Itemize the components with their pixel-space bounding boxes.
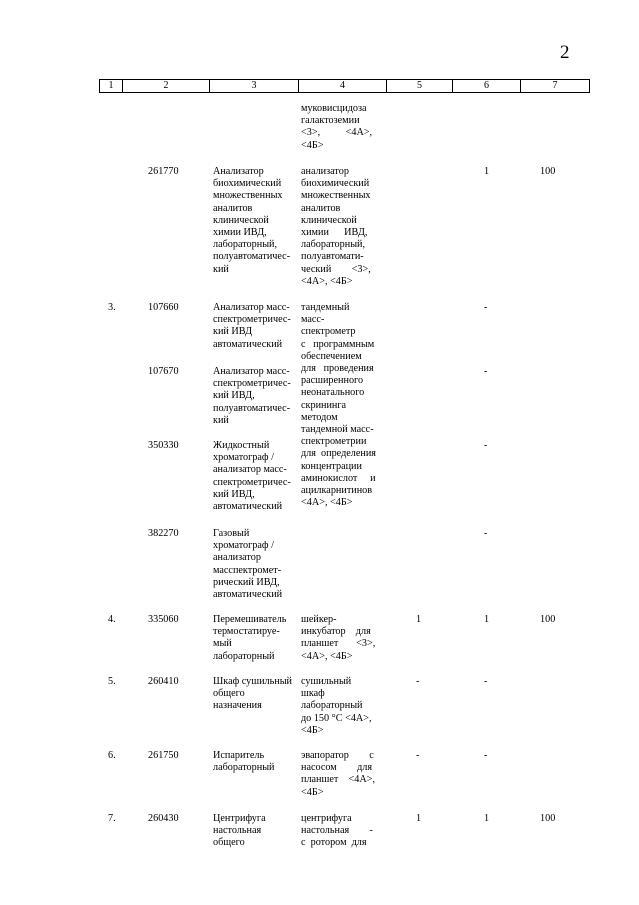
item-name-line: лабораторный (213, 762, 275, 774)
item-equivalent-line: методом (301, 411, 338, 423)
item-equivalent-line: <4Б> (301, 724, 324, 736)
item-name-line: Анализатор масс- (213, 366, 290, 377)
item-name-line: автоматический (213, 501, 283, 513)
item-name-line: хроматограф / (213, 452, 274, 464)
item-code: 335060 (148, 614, 179, 625)
item-equivalent-line: аналитов (301, 202, 341, 214)
item-equivalent-line: <4Б> (301, 786, 324, 798)
item-equivalent (301, 302, 385, 509)
item-equivalent-line: до 150 °С <4А>, (301, 712, 372, 724)
item-name-line: полуавтоматичес- (213, 251, 291, 263)
item-name-line: множественных (213, 190, 283, 202)
item-name-line: общего (213, 837, 245, 849)
item-equivalent-line: лабораторный, (301, 239, 366, 251)
item-name-line: Шкаф сушильный (213, 676, 292, 687)
column-6-value: - (484, 528, 488, 539)
item-name-line: рический ИВД, (213, 576, 280, 588)
item-name-line: кий ИВД, (213, 488, 255, 500)
item-name-line: назначения (213, 700, 262, 712)
item-name-line: анализатор (213, 552, 261, 564)
item-name-line: кий ИВД (213, 326, 253, 338)
row-number: 4. (108, 614, 116, 625)
item-name-line: автоматический (213, 338, 283, 350)
column-6-value: - (484, 302, 488, 313)
item-equivalent-line: <3>, <4А>, (301, 127, 373, 139)
item-equivalent-line: спектрометрии (301, 436, 367, 448)
item-equivalent (301, 676, 385, 737)
item-equivalent-line: для проведения (301, 363, 374, 375)
item-equivalent-line: для определения (301, 448, 376, 460)
item-name (213, 676, 298, 713)
column-5-value: - (416, 676, 420, 687)
item-equivalent-line: ацилкарнитинов (301, 485, 373, 497)
item-code: 260430 (148, 813, 179, 824)
item-equivalent-line: насосом для (301, 762, 373, 774)
item-equivalent (301, 750, 385, 799)
column-6-value: - (484, 366, 488, 377)
table-header-row (99, 79, 590, 93)
item-name-line: Анализатор масс- (213, 302, 290, 313)
item-equivalent-line: биохимический (301, 178, 370, 190)
item-code: 260410 (148, 676, 179, 687)
item-name (213, 440, 298, 513)
column-header: 4 (340, 80, 345, 91)
item-equivalent-line: клинической (301, 214, 357, 226)
item-equivalent-line: <4А>, <4Б> (301, 497, 353, 509)
item-equivalent-line: анализатор (301, 166, 349, 177)
item-name-line: спектрометричес- (213, 314, 291, 326)
column-5-value: 1 (416, 614, 422, 625)
item-code: 261770 (148, 166, 179, 177)
item-equivalent-line: с программным (301, 338, 375, 350)
item-name-line: спектрометричес- (213, 378, 291, 390)
item-name-line: лабораторный, (213, 239, 278, 251)
item-name (213, 166, 298, 276)
item-equivalent-line: шкаф (301, 688, 325, 700)
row-number: 5. (108, 676, 116, 687)
item-name-line: масспектромет- (213, 564, 282, 576)
item-code: 261750 (148, 750, 179, 761)
item-equivalent-line: обеспечением (301, 350, 362, 362)
item-equivalent-line: масс- (301, 314, 325, 326)
item-equivalent-line: химии ИВД, (301, 227, 368, 239)
item-name-line: спектрометричес- (213, 476, 291, 488)
row-number: 7. (108, 813, 116, 824)
item-code: 107660 (148, 302, 179, 313)
item-equivalent-line: расширенного (301, 375, 364, 387)
item-name-line: термостатируе- (213, 626, 280, 638)
item-name-line: полуавтоматичес- (213, 402, 291, 414)
column-header: 7 (552, 80, 558, 91)
item-name (213, 813, 298, 850)
column-5-value: - (416, 750, 420, 761)
column-header: 6 (484, 80, 489, 91)
item-name-line: кий ИВД, (213, 390, 255, 402)
item-equivalent-line: планшет <4А>, (301, 774, 376, 786)
item-name-line: автоматический (213, 589, 283, 601)
item-name-line: Испаритель (213, 750, 265, 761)
column-6-value: 1 (484, 166, 490, 177)
column-7-value: 100 (540, 166, 556, 177)
item-name-line: Центрифуга (213, 813, 266, 824)
row-number: 6. (108, 750, 116, 761)
column-6-value: - (484, 440, 488, 451)
item-equivalent-line: галактоземии (301, 115, 360, 127)
item-name-line: Анализатор (213, 166, 264, 177)
column-7-value: 100 (540, 614, 556, 625)
item-equivalent-line: с ротором для (301, 837, 367, 849)
item-name-line: биохимический (213, 178, 282, 190)
item-name (213, 614, 298, 663)
item-name-line: мый (213, 638, 232, 650)
item-equivalent-line: множественных (301, 190, 371, 202)
item-equivalent-line: ческий <3>, (301, 263, 371, 275)
column-6-value: - (484, 750, 488, 761)
column-5-value: 1 (416, 813, 422, 824)
item-name-line: настольная (213, 825, 262, 837)
row-number: 3. (108, 302, 116, 313)
item-name-line: клинической (213, 214, 269, 226)
item-name-line: химии ИВД, (213, 227, 267, 239)
item-equivalent-line: тандемной масс- (301, 424, 374, 436)
column-6-value: 1 (484, 614, 490, 625)
item-equivalent-line: <4А>, <4Б> (301, 650, 353, 662)
column-header: 1 (108, 80, 114, 91)
item-equivalent-line: аминокислот и (301, 472, 376, 484)
item-equivalent-line: полуавтомати- (301, 251, 364, 263)
item-equivalent (301, 813, 385, 850)
item-name (213, 528, 298, 601)
item-equivalent-line: <4А>, <4Б> (301, 275, 353, 287)
item-code: 382270 (148, 528, 179, 539)
item-name-line: кий (213, 263, 229, 275)
item-equivalent (301, 614, 385, 663)
item-equivalent-line: инкубатор для (301, 626, 371, 638)
item-name-line: Перемешиватель (213, 614, 287, 625)
column-6-value: 1 (484, 813, 490, 824)
item-equivalent (301, 103, 385, 152)
item-equivalent-line: планшет <3>, (301, 638, 376, 650)
item-equivalent-line: эвапоратор с (301, 750, 374, 761)
item-name (213, 366, 298, 427)
item-name-line: Газовый (213, 528, 250, 539)
item-equivalent-line: спектрометр (301, 326, 356, 338)
column-header: 5 (417, 80, 422, 91)
item-equivalent-line: муковисцидоза (301, 103, 367, 114)
column-6-value: - (484, 676, 488, 687)
item-equivalent-line: тандемный (301, 302, 350, 313)
item-code: 107670 (148, 366, 179, 377)
column-header: 3 (251, 80, 257, 91)
item-name-line: Жидкостный (213, 440, 270, 451)
page-number: 2 (560, 42, 570, 63)
item-name-line: лабораторный (213, 650, 275, 662)
item-equivalent-line: настольная - (301, 825, 373, 837)
item-name-line: анализатор масс- (213, 464, 287, 476)
item-equivalent-line: <4Б> (301, 139, 324, 151)
column-7-value: 100 (540, 813, 556, 824)
item-name (213, 302, 298, 351)
item-equivalent-line: скрининга (301, 399, 347, 411)
item-equivalent-line: сушильный (301, 676, 352, 687)
item-code: 350330 (148, 440, 179, 451)
item-name-line: аналитов (213, 202, 253, 214)
item-equivalent-line: шейкер- (301, 614, 337, 625)
item-equivalent-line: лабораторный (301, 700, 363, 712)
item-name-line: хроматограф / (213, 540, 274, 552)
item-name (213, 750, 298, 774)
item-equivalent-line: неонатального (301, 387, 365, 399)
item-equivalent (301, 166, 385, 288)
item-equivalent-line: центрифуга (301, 813, 352, 824)
item-name-line: общего (213, 688, 245, 700)
column-header: 2 (163, 80, 169, 91)
item-equivalent-line: концентрации (301, 460, 362, 472)
item-name-line: кий (213, 414, 229, 426)
